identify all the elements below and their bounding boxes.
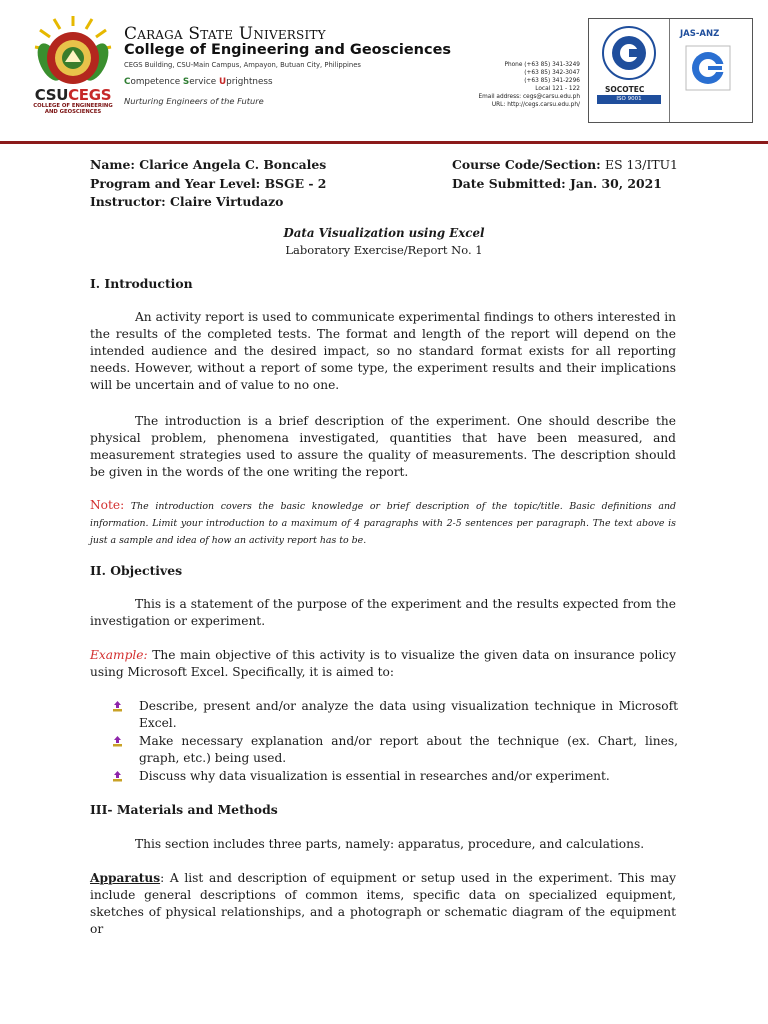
- instructor-value: Claire Virtudazo: [170, 194, 284, 209]
- name-value: Clarice Angela C. Boncales: [139, 157, 327, 172]
- objectives-heading: II. Objectives: [90, 563, 183, 578]
- letterhead: [0, 0, 768, 142]
- materials-methods-paragraph: This section includes three parts, namely: apparatus, procedure, and calculations.: [135, 837, 645, 851]
- intro-heading: I. Introduction: [90, 276, 193, 291]
- certification-box: [588, 18, 753, 123]
- note-label: Note:: [90, 498, 125, 512]
- logo-caption: [30, 88, 116, 115]
- contact-line: (+63 85) 341-2296: [524, 78, 580, 85]
- apparatus-label: Apparatus: [90, 871, 161, 885]
- jas-anz-label: JAS-ANZ: [680, 29, 720, 39]
- list-item: Discuss why data visualization is essential in researches and/or experiment.: [112, 768, 678, 785]
- university-name: Caraga State University: [124, 24, 326, 44]
- header-rule: [0, 141, 768, 144]
- course-info: [452, 156, 678, 193]
- report-title: Data Visualization using Excel: [283, 226, 485, 240]
- example-text: The main objective of this activity is to visualize the given data on insurance policy using Microsoft Excel. Specifically, it is aimed to:: [90, 648, 676, 679]
- tagline: Nurturing Engineers of the Future: [124, 96, 264, 106]
- name-label: Name:: [90, 157, 135, 172]
- apparatus-text: : A list and description of equipment or setup used in the experiment. This may include general descriptions of common items, specific data on specialized equipment, sketches of physical relationships, and a photograph or schematic diagram of the equipment or: [90, 871, 676, 936]
- note-text: The introduction covers the basic knowledge or brief description of the topic/title. Basic definitions and information. Limit your introduction to a maximum of 4 paragraphs with 2-5 sentences per paragraph. The text above is just a sample and idea of how an activity report has to be.: [90, 501, 676, 546]
- logo-sub-1: COLLEGE OF ENGINEERING: [33, 103, 113, 109]
- jas-anz-icon: [685, 45, 731, 91]
- list-item: Describe, present and/or analyze the data using visualization technique in Microsoft Excel.: [112, 698, 678, 732]
- seal-icon: [30, 16, 116, 90]
- program-label: Program and Year Level:: [90, 175, 261, 191]
- date-value: Jan. 30, 2021: [570, 175, 662, 191]
- intro-note: [90, 497, 676, 549]
- college-address: CEGS Building, CSU-Main Campus, Ampayon, Butuan City, Philippines: [124, 61, 361, 69]
- course-value: ES 13/ITU1: [605, 157, 678, 172]
- iso-label: ISO 9001: [597, 95, 661, 104]
- college-name: College of Engineering and Geosciences: [124, 42, 452, 58]
- contact-url: URL: http://cegs.carsu.edu.ph/: [491, 102, 580, 109]
- cert-divider: [669, 19, 670, 122]
- contact-line: Local 121 - 122: [535, 86, 580, 93]
- contact-block: [440, 61, 580, 110]
- list-item: Make necessary explanation and/or report about the technique (ex. Chart, lines, graph, etc.) being used.: [112, 733, 678, 767]
- student-info: [90, 156, 326, 212]
- socotec-cert-icon: [601, 23, 657, 83]
- logo-text-cegs: CEGS: [68, 86, 112, 104]
- contact-email: Email address: cegs@carsu.edu.ph: [478, 94, 580, 101]
- logo-sub-2: AND GEOSCIENCES: [44, 109, 102, 115]
- apparatus-paragraph: [90, 870, 676, 938]
- logo-text-csu: CSU: [34, 86, 69, 104]
- date-label: Date Submitted:: [452, 175, 566, 191]
- objectives-example: [90, 647, 676, 681]
- materials-methods-heading: III- Materials and Methods: [90, 802, 278, 817]
- bullet-arrow-icon: [112, 701, 123, 712]
- motto: Competence Service Uprightness: [124, 77, 273, 87]
- intro-paragraph-2: The introduction is a brief description of the experiment. One should describe the physical problem, phenomena investigated, quantities that have been measured, and measurement strategies used to assure the quality of measurements. The description should be given in the words of the one writing the report.: [90, 414, 676, 479]
- instructor-label: Instructor:: [90, 194, 166, 209]
- report-subtitle: Laboratory Exercise/Report No. 1: [285, 243, 483, 257]
- contact-line: Phone (+63 85) 341-3249: [504, 62, 580, 68]
- socotec-label: SOCOTEC: [605, 85, 645, 94]
- intro-paragraph-1: An activity report is used to communicate experimental findings to others interested in the results of the completed tests. The format and length of the report will depend on the intended audience and the desired impact, so no standard format exists for all reporting needs. However, without a report of some type, the experiment results and their implications will be uncertain and of value to no one.: [90, 310, 676, 392]
- bullet-arrow-icon: [112, 736, 123, 747]
- course-label: Course Code/Section:: [452, 157, 601, 172]
- objectives-paragraph: This is a statement of the purpose of the experiment and the results expected from the investigation or experiment.: [90, 597, 676, 628]
- example-label: Example:: [90, 648, 148, 662]
- bullet-arrow-icon: [112, 771, 123, 782]
- objectives-list: [112, 698, 678, 786]
- contact-line: (+63 85) 342-3047: [524, 70, 580, 77]
- program-value: BSGE - 2: [264, 175, 327, 191]
